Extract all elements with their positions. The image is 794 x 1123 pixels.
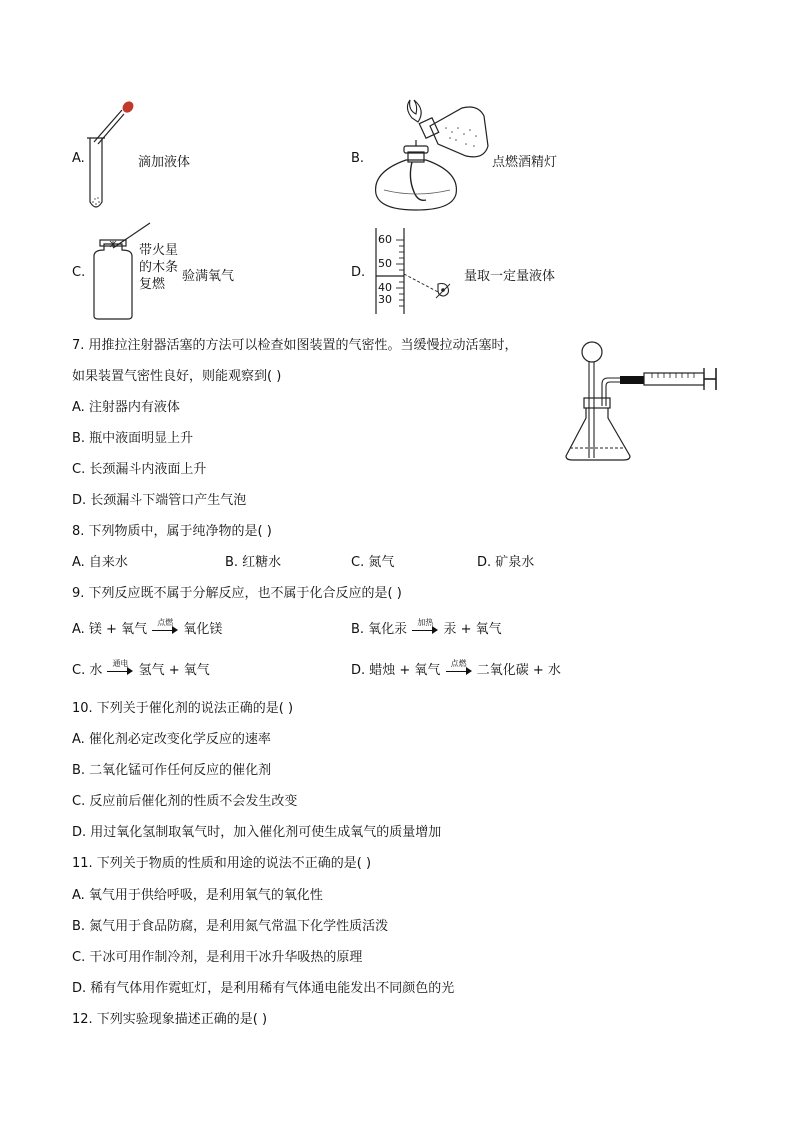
q6-option-d-letter: D.: [351, 265, 366, 280]
q11-stem: 11. 下列关于物质的性质和用途的说法不正确的是( ): [72, 856, 372, 871]
q6-option-d-text: 量取一定量液体: [464, 269, 556, 284]
q10-option-b: B. 二氧化锰可作任何反应的催化剂: [72, 763, 272, 778]
q7-option-b: B. 瓶中液面明显上升: [72, 431, 194, 446]
q10-option-a: A. 催化剂必定改变化学反应的速率: [72, 732, 271, 747]
q9-option-d: [351, 659, 561, 678]
q9-b-reactants: B. 氧化汞: [351, 622, 408, 637]
q12-stem: 12. 下列实验现象描述正确的是( ): [72, 1012, 268, 1027]
cylinder-tick-40: 40: [378, 281, 392, 294]
q11-option-a: A. 氧气用于供给呼吸，是利用氧气的氧化性: [72, 888, 323, 903]
q9-option-a: [72, 618, 222, 637]
cylinder-tick-50: 50: [378, 257, 392, 270]
q6-option-c-letter: C.: [72, 265, 86, 280]
q11-option-d: D. 稀有气体用作霓虹灯，是利用稀有气体通电能发出不同颜色的光: [72, 981, 455, 996]
reaction-arrow-icon: [412, 617, 438, 637]
q10-option-c: C. 反应前后催化剂的性质不会发生改变: [72, 794, 298, 809]
q8-option-b: B. 红糖水: [225, 555, 282, 570]
q6-option-b-letter: B.: [351, 151, 365, 166]
label-glowing-splint-line2: 的木条: [139, 260, 179, 275]
label-glowing-splint-line1: 带火星: [139, 243, 179, 258]
q9-option-b: [351, 618, 502, 637]
reaction-arrow-icon: [107, 658, 133, 678]
q9-c-products: 氢气 + 氧气: [138, 663, 210, 678]
q7-stem-line2: 如果装置气密性良好，则能观察到( ): [72, 369, 282, 384]
q9-a-products: 氧化镁: [183, 622, 223, 637]
reaction-arrow-icon: [446, 658, 472, 678]
q8-option-d: D. 矿泉水: [477, 555, 535, 570]
q7-stem-line1: 7. 用推拉注射器活塞的方法可以检查如图装置的气密性。当缓慢拉动活塞时，: [72, 338, 518, 353]
alcohol-lamp-figure: [366, 98, 494, 216]
q9-d-reactants: D. 蜡烛 + 氧气: [351, 663, 441, 678]
q8-option-a: A. 自来水: [72, 555, 128, 570]
q10-option-d: D. 用过氧化氢制取氧气时，加入催化剂可使生成氧气的质量增加: [72, 825, 442, 840]
q11-option-b: B. 氮气用于食品防腐，是利用氮气常温下化学性质活泼: [72, 919, 389, 934]
q9-d-condition: 点燃: [450, 658, 467, 668]
q9-stem: 9. 下列反应既不属于分解反应，也不属于化合反应的是( ): [72, 586, 402, 601]
q6-option-a-letter: A.: [72, 151, 85, 166]
q8-option-c: C. 氮气: [351, 555, 395, 570]
q7-option-c: C. 长颈漏斗内液面上升: [72, 462, 207, 477]
q7-option-a: A. 注射器内有液体: [72, 400, 180, 415]
q9-d-products: 二氧化碳 + 水: [476, 663, 561, 678]
q9-option-c: [72, 659, 210, 678]
q9-a-condition: 点燃: [157, 617, 174, 627]
q6-option-c-text: 验满氧气: [182, 269, 235, 284]
syringe-flask-apparatus-figure: [562, 338, 726, 464]
q6-option-a-text: 滴加液体: [138, 155, 191, 170]
cylinder-tick-30: 30: [378, 293, 392, 306]
q7-option-d: D. 长颈漏斗下端管口产生气泡: [72, 493, 247, 508]
q9-a-reactants: A. 镁 + 氧气: [72, 622, 148, 637]
dropper-test-tube-figure: [82, 98, 142, 216]
cylinder-tick-60: 60: [378, 233, 392, 246]
q9-b-products: 汞 + 氧气: [443, 622, 502, 637]
q11-option-c: C. 干冰可用作制冷剂，是利用干冰升华吸热的原理: [72, 950, 363, 965]
reaction-arrow-icon: [152, 617, 178, 637]
q8-stem: 8. 下列物质中，属于纯净物的是( ): [72, 524, 272, 539]
label-glowing-splint-line3: 复燃: [139, 277, 166, 292]
q6-option-b-text: 点燃酒精灯: [492, 155, 558, 170]
q10-stem: 10. 下列关于催化剂的说法正确的是( ): [72, 701, 294, 716]
q9-b-condition: 加热: [417, 617, 434, 627]
q9-c-condition: 通电: [112, 658, 129, 668]
q9-c-reactants: C. 水: [72, 663, 103, 678]
